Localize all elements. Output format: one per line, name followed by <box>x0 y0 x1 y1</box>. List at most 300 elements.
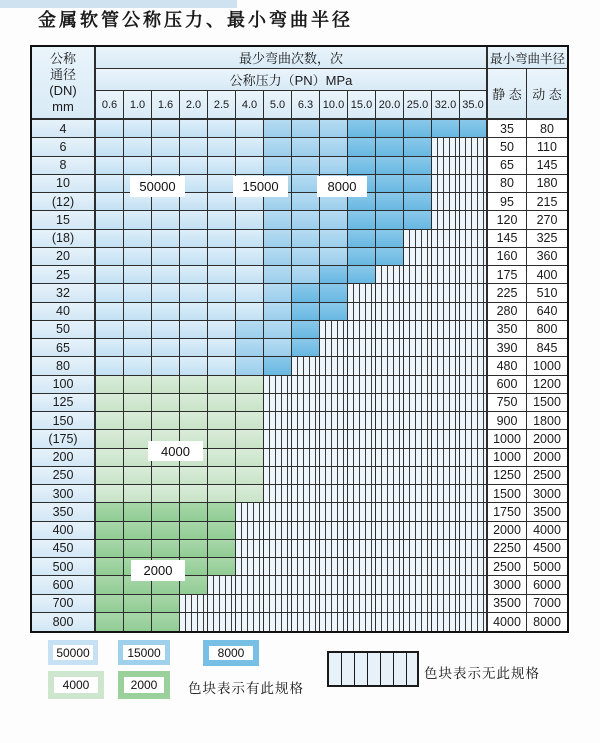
spec-cell-50000 <box>96 211 124 229</box>
no-spec-cell <box>264 430 292 448</box>
row-dn-label: 150 <box>32 412 96 430</box>
spec-cell-4000 <box>96 376 124 394</box>
spec-cell-4000 <box>236 449 264 467</box>
spec-cell-8000 <box>348 138 376 156</box>
static-radius-value: 50 <box>488 138 527 156</box>
spec-cell-15000 <box>236 357 264 375</box>
spec-cell-50000 <box>96 120 124 138</box>
no-spec-cell <box>264 449 292 467</box>
no-spec-cell <box>460 175 488 193</box>
spec-cell-50000 <box>152 230 180 248</box>
no-spec-cell <box>264 412 292 430</box>
spec-cell-50000 <box>124 357 152 375</box>
no-spec-cell <box>432 595 460 613</box>
no-spec-cell <box>320 576 348 594</box>
no-spec-cell <box>404 595 432 613</box>
spec-cell-15000 <box>320 230 348 248</box>
spec-cell-50000 <box>180 230 208 248</box>
spec-cell-4000 <box>124 376 152 394</box>
no-spec-cell <box>292 467 320 485</box>
no-spec-cell <box>432 266 460 284</box>
no-spec-cell <box>460 412 488 430</box>
spec-cell-4000 <box>152 485 180 503</box>
no-spec-cell <box>348 613 376 631</box>
spec-cell-8000 <box>376 120 404 138</box>
spec-cell-50000 <box>152 120 180 138</box>
static-radius-value: 280 <box>488 303 527 321</box>
no-spec-cell <box>432 449 460 467</box>
cycles-label-8000: 8000 <box>317 176 367 197</box>
spec-cell-50000 <box>180 211 208 229</box>
spec-cell-2000 <box>96 503 124 521</box>
legend-has-spec-text: 色块表示有此规格 <box>188 681 304 696</box>
spec-cell-50000 <box>236 120 264 138</box>
no-spec-cell <box>348 303 376 321</box>
no-spec-cell <box>292 357 320 375</box>
no-spec-cell <box>404 485 432 503</box>
spec-cell-50000 <box>208 284 236 302</box>
static-radius-value: 1750 <box>488 503 527 521</box>
spec-cell-50000 <box>124 157 152 175</box>
no-spec-cell <box>320 376 348 394</box>
spec-cell-8000 <box>348 211 376 229</box>
spec-cell-15000 <box>320 138 348 156</box>
spec-cell-15000 <box>292 193 320 211</box>
spec-cell-4000 <box>208 467 236 485</box>
spec-cell-4000 <box>152 394 180 412</box>
nominal-pressure-header: 公称压力（PN）MPa <box>96 69 488 91</box>
spec-cell-15000 <box>264 303 292 321</box>
no-spec-cell <box>376 284 404 302</box>
dynamic-radius-value: 845 <box>527 339 567 357</box>
no-spec-cell <box>432 558 460 576</box>
row-dn-label: 10 <box>32 175 96 193</box>
no-spec-cell <box>320 449 348 467</box>
no-spec-cell <box>348 467 376 485</box>
static-radius-value: 1250 <box>488 467 527 485</box>
pressure-column-label: 4.0 <box>236 91 264 120</box>
static-radius-value: 390 <box>488 339 527 357</box>
row-dn-label: 8 <box>32 157 96 175</box>
pressure-column-label: 2.0 <box>180 91 208 120</box>
no-spec-cell <box>320 485 348 503</box>
row-dn-label: 100 <box>32 376 96 394</box>
no-spec-cell <box>348 321 376 339</box>
no-spec-cell <box>292 522 320 540</box>
no-spec-cell <box>432 284 460 302</box>
spec-cell-4000 <box>96 412 124 430</box>
no-spec-cell <box>404 376 432 394</box>
no-spec-cell <box>404 394 432 412</box>
no-spec-cell <box>348 412 376 430</box>
legend-no-spec-text: 色块表示无此规格 <box>424 666 540 681</box>
static-radius-value: 750 <box>488 394 527 412</box>
no-spec-cell <box>348 449 376 467</box>
no-spec-cell <box>404 430 432 448</box>
row-dn-label: 65 <box>32 339 96 357</box>
no-spec-cell <box>320 613 348 631</box>
hose-spec-table <box>30 45 569 633</box>
spec-cell-50000 <box>96 303 124 321</box>
no-spec-cell <box>404 449 432 467</box>
spec-cell-4000 <box>236 412 264 430</box>
spec-cell-15000 <box>292 266 320 284</box>
spec-cell-8000 <box>376 193 404 211</box>
spec-cell-4000 <box>96 394 124 412</box>
spec-cell-15000 <box>264 230 292 248</box>
spec-cell-2000 <box>152 613 180 631</box>
spec-cell-4000 <box>208 430 236 448</box>
spec-cell-50000 <box>208 211 236 229</box>
spec-cell-8000 <box>376 230 404 248</box>
pressure-column-label: 15.0 <box>348 91 376 120</box>
min-bend-radius-header: 最小弯曲半径 <box>488 47 567 69</box>
row-dn-label: (175) <box>32 430 96 448</box>
spec-cell-15000 <box>320 157 348 175</box>
spec-cell-2000 <box>124 595 152 613</box>
spec-cell-8000 <box>264 357 292 375</box>
pressure-column-label: 32.0 <box>432 91 460 120</box>
spec-cell-8000 <box>292 303 320 321</box>
spec-cell-2000 <box>208 503 236 521</box>
static-radius-value: 3500 <box>488 595 527 613</box>
no-spec-cell <box>432 248 460 266</box>
spec-cell-15000 <box>292 157 320 175</box>
no-spec-cell <box>460 485 488 503</box>
spec-cell-50000 <box>124 339 152 357</box>
spec-cell-2000 <box>180 503 208 521</box>
static-radius-value: 2000 <box>488 522 527 540</box>
legend-swatch-2000: 2000 <box>118 671 170 699</box>
spec-cell-8000 <box>348 120 376 138</box>
dn-header-line: 公称 <box>49 50 76 66</box>
spec-cell-4000 <box>208 394 236 412</box>
spec-cell-2000 <box>124 522 152 540</box>
no-spec-cell <box>460 430 488 448</box>
static-column-header: 静 态 <box>488 69 527 120</box>
dynamic-radius-value: 180 <box>527 175 567 193</box>
dynamic-radius-value: 400 <box>527 266 567 284</box>
dynamic-radius-value: 4500 <box>527 540 567 558</box>
spec-cell-4000 <box>208 412 236 430</box>
spec-cell-2000 <box>180 540 208 558</box>
no-spec-cell <box>320 522 348 540</box>
no-spec-cell <box>460 576 488 594</box>
spec-cell-15000 <box>264 157 292 175</box>
no-spec-cell <box>432 430 460 448</box>
spec-cell-2000 <box>96 613 124 631</box>
spec-cell-50000 <box>96 193 124 211</box>
legend-swatch-15000: 15000 <box>118 640 170 665</box>
spec-cell-4000 <box>96 430 124 448</box>
pressure-column-label: 2.5 <box>208 91 236 120</box>
dn-column-header <box>32 47 96 120</box>
cycles-label-2000: 2000 <box>131 560 185 581</box>
spec-cell-8000 <box>432 120 460 138</box>
spec-cell-15000 <box>236 339 264 357</box>
no-spec-cell <box>432 230 460 248</box>
row-dn-label: 4 <box>32 120 96 138</box>
row-dn-label: 200 <box>32 449 96 467</box>
no-spec-cell <box>320 339 348 357</box>
no-spec-cell <box>292 595 320 613</box>
spec-cell-4000 <box>124 485 152 503</box>
static-radius-value: 1000 <box>488 449 527 467</box>
static-radius-value: 480 <box>488 357 527 375</box>
spec-cell-2000 <box>152 540 180 558</box>
no-spec-cell <box>348 357 376 375</box>
no-spec-cell <box>404 576 432 594</box>
no-spec-cell <box>236 503 264 521</box>
no-spec-cell <box>236 595 264 613</box>
spec-cell-4000 <box>96 467 124 485</box>
dynamic-radius-value: 3000 <box>527 485 567 503</box>
dynamic-radius-value: 7000 <box>527 595 567 613</box>
static-radius-value: 2250 <box>488 540 527 558</box>
dynamic-radius-value: 4000 <box>527 522 567 540</box>
no-spec-cell <box>320 467 348 485</box>
no-spec-cell <box>236 558 264 576</box>
no-spec-cell <box>376 576 404 594</box>
no-spec-cell <box>404 503 432 521</box>
no-spec-cell <box>432 175 460 193</box>
pressure-column-label: 1.0 <box>124 91 152 120</box>
dynamic-radius-value: 5000 <box>527 558 567 576</box>
no-spec-cell <box>432 339 460 357</box>
no-spec-cell <box>404 284 432 302</box>
spec-cell-8000 <box>376 211 404 229</box>
no-spec-cell <box>236 613 264 631</box>
row-dn-label: 800 <box>32 613 96 631</box>
spec-cell-50000 <box>152 303 180 321</box>
spec-cell-50000 <box>180 248 208 266</box>
no-spec-cell <box>320 540 348 558</box>
no-spec-cell <box>236 522 264 540</box>
spec-cell-8000 <box>292 321 320 339</box>
row-dn-label: (18) <box>32 230 96 248</box>
no-spec-cell <box>376 449 404 467</box>
spec-cell-50000 <box>124 321 152 339</box>
dynamic-radius-value: 270 <box>527 211 567 229</box>
spec-cell-15000 <box>264 321 292 339</box>
spec-cell-8000 <box>348 157 376 175</box>
row-dn-label: 15 <box>32 211 96 229</box>
dn-header-line: (DN) <box>49 82 77 98</box>
dynamic-radius-value: 1200 <box>527 376 567 394</box>
dynamic-radius-value: 510 <box>527 284 567 302</box>
spec-cell-15000 <box>264 138 292 156</box>
no-spec-cell <box>208 595 236 613</box>
no-spec-cell <box>264 613 292 631</box>
spec-cell-50000 <box>180 120 208 138</box>
pressure-column-label: 20.0 <box>376 91 404 120</box>
no-spec-cell <box>348 485 376 503</box>
no-spec-cell <box>460 211 488 229</box>
spec-cell-8000 <box>404 175 432 193</box>
no-spec-cell <box>376 558 404 576</box>
no-spec-cell <box>404 303 432 321</box>
spec-cell-50000 <box>152 266 180 284</box>
no-spec-cell <box>264 522 292 540</box>
dynamic-radius-value: 2000 <box>527 449 567 467</box>
spec-cell-15000 <box>292 175 320 193</box>
no-spec-cell <box>376 430 404 448</box>
dynamic-radius-value: 8000 <box>527 613 567 631</box>
no-spec-cell <box>432 522 460 540</box>
static-radius-value: 350 <box>488 321 527 339</box>
spec-cell-8000 <box>376 138 404 156</box>
pressure-column-label: 0.6 <box>96 91 124 120</box>
spec-cell-8000 <box>404 138 432 156</box>
no-spec-cell <box>348 595 376 613</box>
no-spec-cell <box>404 321 432 339</box>
no-spec-cell <box>460 248 488 266</box>
no-spec-cell <box>348 522 376 540</box>
no-spec-cell <box>376 522 404 540</box>
spec-cell-50000 <box>96 230 124 248</box>
spec-cell-2000 <box>152 595 180 613</box>
spec-cell-4000 <box>152 376 180 394</box>
spec-cell-50000 <box>180 321 208 339</box>
no-spec-cell <box>432 613 460 631</box>
spec-cell-2000 <box>96 595 124 613</box>
spec-cell-50000 <box>236 248 264 266</box>
no-spec-cell <box>348 339 376 357</box>
no-spec-cell <box>460 303 488 321</box>
row-dn-label: 700 <box>32 595 96 613</box>
spec-cell-8000 <box>348 248 376 266</box>
no-spec-cell <box>208 613 236 631</box>
row-dn-label: 450 <box>32 540 96 558</box>
row-dn-label: 300 <box>32 485 96 503</box>
spec-cell-50000 <box>208 193 236 211</box>
spec-cell-4000 <box>124 467 152 485</box>
no-spec-cell <box>292 576 320 594</box>
spec-cell-50000 <box>180 357 208 375</box>
static-radius-value: 145 <box>488 230 527 248</box>
spec-cell-50000 <box>236 211 264 229</box>
spec-cell-50000 <box>96 138 124 156</box>
spec-cell-50000 <box>236 303 264 321</box>
no-spec-cell <box>376 266 404 284</box>
no-spec-cell <box>236 576 264 594</box>
spec-cell-50000 <box>180 303 208 321</box>
spec-cell-50000 <box>124 230 152 248</box>
no-spec-cell <box>348 540 376 558</box>
row-dn-label: 40 <box>32 303 96 321</box>
dynamic-radius-value: 1500 <box>527 394 567 412</box>
cycles-label-4000: 4000 <box>148 441 203 461</box>
dn-header-line: 通径 <box>49 66 76 82</box>
static-radius-value: 80 <box>488 175 527 193</box>
spec-cell-4000 <box>208 449 236 467</box>
spec-cell-4000 <box>236 394 264 412</box>
row-dn-label: 500 <box>32 558 96 576</box>
cycles-label-50000: 50000 <box>130 176 185 197</box>
spec-cell-4000 <box>180 467 208 485</box>
no-spec-cell <box>292 540 320 558</box>
no-spec-cell <box>432 503 460 521</box>
no-spec-cell <box>348 376 376 394</box>
spec-cell-2000 <box>96 558 124 576</box>
spec-cell-50000 <box>96 284 124 302</box>
no-spec-cell <box>460 449 488 467</box>
spec-cell-15000 <box>292 120 320 138</box>
dn-header-line: mm <box>52 98 74 114</box>
dynamic-radius-value: 215 <box>527 193 567 211</box>
pressure-column-label: 5.0 <box>264 91 292 120</box>
no-spec-cell <box>376 321 404 339</box>
no-spec-cell <box>432 321 460 339</box>
spec-cell-50000 <box>124 211 152 229</box>
static-radius-value: 175 <box>488 266 527 284</box>
spec-cell-15000 <box>264 120 292 138</box>
static-radius-value: 1000 <box>488 430 527 448</box>
spec-cell-50000 <box>124 120 152 138</box>
spec-cell-4000 <box>180 376 208 394</box>
no-spec-cell <box>376 303 404 321</box>
no-spec-cell <box>348 284 376 302</box>
spec-cell-50000 <box>180 339 208 357</box>
spec-cell-15000 <box>320 211 348 229</box>
no-spec-cell <box>320 357 348 375</box>
no-spec-cell <box>432 540 460 558</box>
no-spec-cell <box>460 376 488 394</box>
dynamic-radius-value: 80 <box>527 120 567 138</box>
no-spec-cell <box>376 613 404 631</box>
row-dn-label: 20 <box>32 248 96 266</box>
spec-cell-50000 <box>208 266 236 284</box>
spec-cell-2000 <box>152 522 180 540</box>
no-spec-cell <box>236 540 264 558</box>
no-spec-cell <box>208 576 236 594</box>
no-spec-cell <box>320 595 348 613</box>
no-spec-cell <box>348 394 376 412</box>
spec-cell-8000 <box>320 284 348 302</box>
no-spec-cell <box>320 430 348 448</box>
spec-cell-50000 <box>96 266 124 284</box>
spec-cell-15000 <box>320 120 348 138</box>
spec-cell-4000 <box>236 430 264 448</box>
no-spec-cell <box>292 394 320 412</box>
no-spec-cell <box>348 576 376 594</box>
spec-cell-50000 <box>208 357 236 375</box>
no-spec-cell <box>432 576 460 594</box>
spec-cell-2000 <box>96 522 124 540</box>
dynamic-radius-value: 640 <box>527 303 567 321</box>
no-spec-cell <box>292 485 320 503</box>
static-radius-value: 95 <box>488 193 527 211</box>
spec-cell-4000 <box>236 376 264 394</box>
no-spec-cell <box>264 485 292 503</box>
no-spec-cell <box>348 558 376 576</box>
no-spec-cell <box>376 376 404 394</box>
spec-cell-50000 <box>152 157 180 175</box>
spec-cell-2000 <box>124 613 152 631</box>
spec-cell-50000 <box>96 175 124 193</box>
spec-cell-50000 <box>180 284 208 302</box>
spec-cell-50000 <box>236 230 264 248</box>
spec-cell-50000 <box>124 303 152 321</box>
no-spec-cell <box>376 467 404 485</box>
dynamic-radius-value: 2000 <box>527 430 567 448</box>
spec-cell-8000 <box>348 230 376 248</box>
dynamic-radius-value: 800 <box>527 321 567 339</box>
spec-cell-50000 <box>152 357 180 375</box>
no-spec-cell <box>404 230 432 248</box>
spec-cell-50000 <box>180 266 208 284</box>
no-spec-cell <box>376 412 404 430</box>
